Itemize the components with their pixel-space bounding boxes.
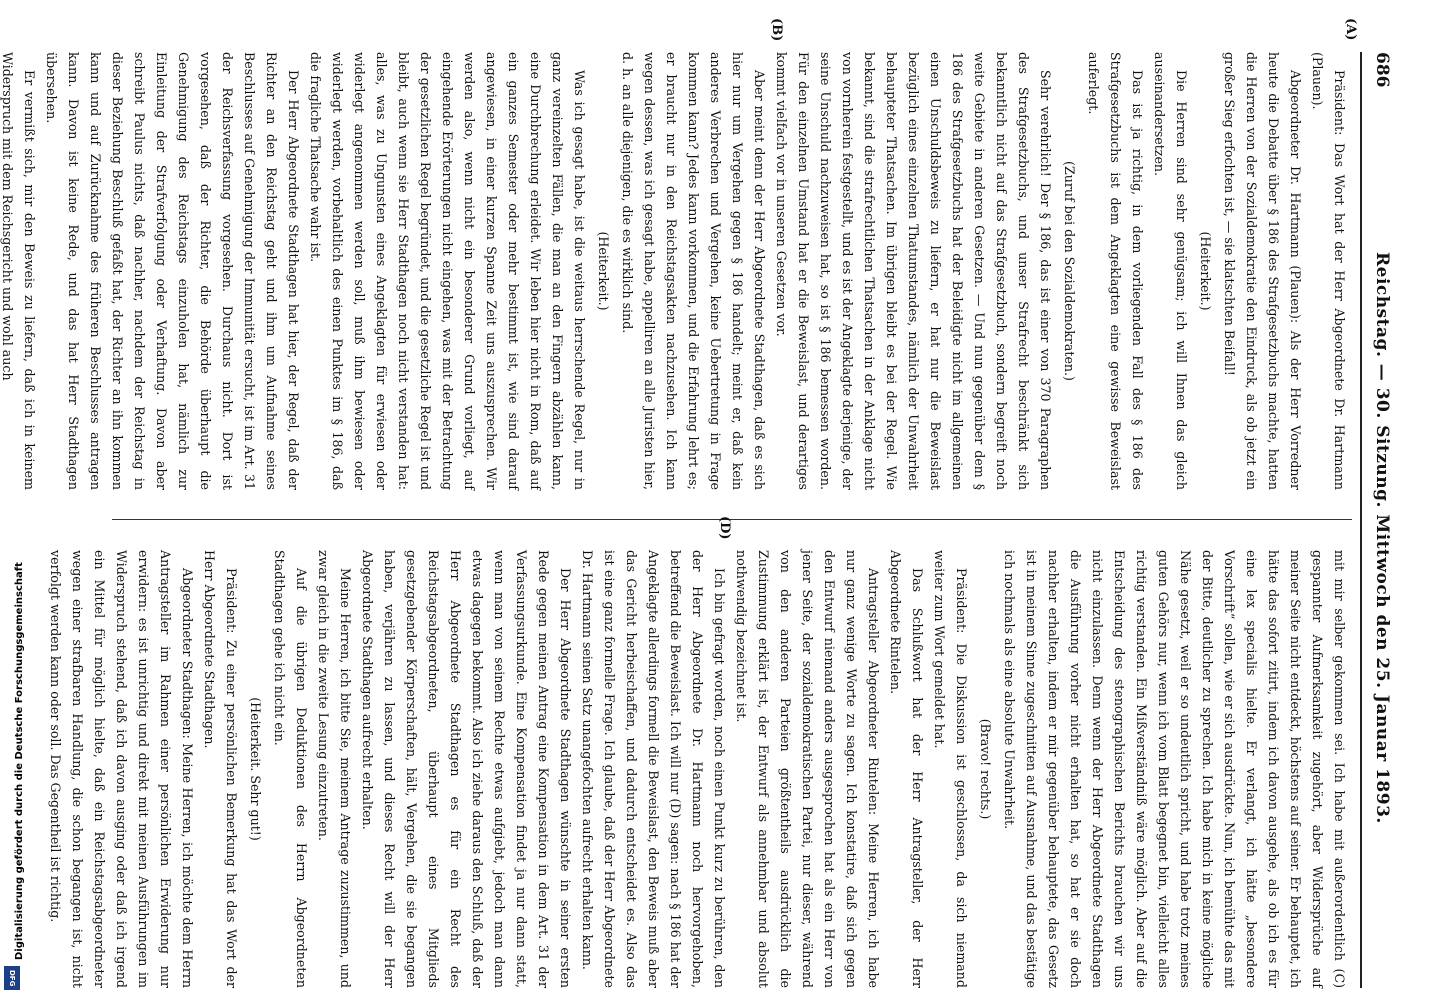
running-head: Reichstag. — 30. Sitzung. Mittwoch den 25. Januar 1893. bbox=[1372, 252, 1392, 824]
stage-direction: (Heiterkeit. Sehr gut!) bbox=[248, 697, 263, 841]
left-column bbox=[0, 18, 1358, 490]
speech-paragraph: Der Herr Abgeordnete Stadthagen wünschte in seiner ersten Rede gegen meinen Antrag eine Kompensation in dem Art. 31 der Verfassungsurkunde. Eine Kompensation findet ja nur dann statt, wenn man von seinem Rechte etwas aufgiebt, jedoch man dann etwas dagegen bekommt. Also ich ziehe daraus den Schluß, daß der Herr Abgeordnete Stadthagen es für ein Recht des Reichstagsabgeordneten, überhaupt eines Mitglieds gesetzgebender Körperschaften, hält, Vergehen, die sie begangen haben, verjähren zu lassen, und dieses Recht will der Herr Abgeordnete Stadthagen aufrecht erhalten. bbox=[360, 550, 573, 988]
margin-mark-a: (A) bbox=[1343, 18, 1358, 41]
stage-direction: (Heiterkeit.) bbox=[1198, 231, 1213, 311]
speech-paragraph: Er vermißt sich, mir den Beweis zu liefern, daß ich in keinem Widerspruch mit dem Reichsgericht und wohl auch bbox=[0, 52, 37, 490]
header-rule bbox=[1360, 52, 1362, 988]
page-header bbox=[1360, 52, 1400, 988]
speech-paragraph: Antragsteller Abgeordneter Rintelen: Meine Herren, ich habe nur ganz wenige Worte zu sagen. Ich konstatire, daß sich gegen den Entwurf niemand anders ausgesprochen hat als ein Herr von jener Seite, der sozialdemokratischen Partei, nur dieser, während von den anderen Parteien größtentheils ausdrücklich die Zustimmung erklärt ist, der Entwurf als annehmbar und absolut nothwendig bezeichnet ist. bbox=[734, 550, 881, 988]
stage-direction: (Zuruf bei den Sozialdemokraten.) bbox=[1062, 161, 1077, 381]
speech-paragraph: Abgeordneter Stadthagen: Meine Herren, ich möchte dem Herrn Antragsteller im Rahmen einer persönlichen Erwiderung nur erwidern: es ist unrichtig und direkt mit meinen Ausführungen im Widerspruch stehend, daß ich davon ausging oder daß ich irgend ein Mittel für möglich hielte, daß ein Reichstagsabgeordneter wegen einer strafbaren Handlung, die schon begangen ist, nicht verfolgt werden kann oder soll. Das Gegentheil ist richtig. bbox=[48, 550, 195, 988]
speech-paragraph: Auf die übrigen Deduktionen des Herrn Abgeordneten Stadthagen gehe ich nicht ein. bbox=[272, 550, 309, 988]
speech-paragraph: Ich bin gefragt worden, noch einen Punkt kurz zu berühren, den der Herr Abgeordnete Dr. Hartmann noch hervorgehoben, betreffend die Beweislast. Ich will nur (D) sagen: nach § 186 hat der Angeklagte allerdings formell die Beweislast, den Beweis muß aber das Gericht herbeischaffen, und dadurch entscheidet es. Also das ist eine ganz formelle Frage. Ich glaube, daß der Herr Abgeordnete Dr. Hartmann seinen Satz unangefochten aufrecht erhalten kann. bbox=[580, 550, 727, 988]
speech-paragraph: mit mir selber gekommen sei. Ich habe mit außerordentlich (C) gespannter Aufmerksamkeit zugehört, aber Widersprüche auf meiner Seite nicht entdeckt, höchstens auf seiner. Er behauptet, ich hätte das sofort zitirt, indem ich davon ausgehe, als ob ich es für eine lex specialis hielte. Er verlangt, ich hätte „besondere Vorschrift“ sollen, wie er sich ausdrückte. Nun, ich bemühte das mit der Bitte, deutlicher zu sprechen. Ich habe mich in keine mögliche Nähe gesetzt, weil er so undeutlich spricht, und habe trotz meines guten Gehörs nur, wenn ich vom Blatt begegnet bin, vielleicht alles richtig verstanden. Ein Mißverständniß wäre möglich. Aber auf die Entscheidung des stenographischen Berichts brauchen wir uns nicht einzulassen. Denn wenn der Herr Abgeordnete Stadthagen die Ausführung vorher nicht erhalten hat, so hat er sie doch nachher erhalten, indem er mir gegenüber behauptete, das Gesetz ist in meinem Sinne zugeschnitten auf Ausnahme, und das bestätige ich nochmals als eine absolute Unwahrheit. bbox=[1002, 550, 1347, 988]
page-number: 686 bbox=[1372, 52, 1392, 88]
right-column bbox=[48, 516, 1350, 988]
speech-paragraph: Sehr verehrlich! Der § 186, das ist einer von 370 Paragraphen des Strafgesetzbuchs, und unser Strafrecht beschränkt sich bekanntlich nicht auf das Strafgesetzbuch, sondern begreift noch weite Gebiete in anderen Gesetzen. — Und nun gegenüber dem § 186 des Strafgesetzbuchs hat der Beleidigte nicht im allgemeinen einen Unschuldsbeweis zu liefern, er hat nur die Beweislast bezüglich eines einzelnen Thatumstandes, nämlich der Unwahrheit behaupteter Thatsachen. Im übrigen bleibt es bei der Regel. Wie bekannt, sind die strafrechtlichen Thatsachen in der Anklage nicht von vornherein festgestellt, und es ist der Angeklagte derjenige, der seine Unschuld nachzuweisen hat, so ist § 186 bemessen worden. Für den einzelnen Umstand hat er die Beweislast, und derartiges kommt vielfach vor in unseren Gesetzen vor. bbox=[774, 52, 1053, 490]
margin-mark-d: (D) bbox=[717, 516, 732, 540]
speech-paragraph: Was ich gesagt habe, ist die weitaus herrschende Regel, nur in ganz vereinzelten Fällen, die man an den Fingern abzählen kann, eine Durchbrechung erleidet. Wir leben hier nicht in Rom, daß auf ein ganzes Semester oder mehr bestimmt ist, wie sind darauf angewiesen, in einer kurzen Spanne Zeit uns auszusprechen. Wir werden also, wenn nicht ein besonderer Grund vorliegt, auf eingehende Erörterungen nicht eingehen, was mit der Betrachtung der gesetzlichen Regel begründet, und die gesetzliche Regel ist und bleibt, auch wenn sie Herr Stadthagen noch nicht verstanden hat: alles, was zu Ungunsten eines Angeklagten für erwiesen oder widerlegt angenommen werden soll, muß ihm bewiesen oder widerlegt werden, vorbehaltlich des einen Punktes im § 186, daß die fragliche Thatsache wahr ist. bbox=[308, 52, 587, 490]
margin-mark-b: (B) bbox=[769, 18, 784, 42]
stage-direction: (Heiterkeit.) bbox=[596, 231, 611, 311]
speech-paragraph: Die Herren sind sehr genügsam; ich will Ihnen das gleich auseinandersetzen. bbox=[1152, 52, 1189, 490]
speech-paragraph: Das ist ja richtig, in dem vorliegenden Fall des § 186 des Strafgesetzbuchs ist dem Angeklagten eine gewisse Beweislast auferlegt. bbox=[1086, 52, 1145, 490]
dfg-logo: DFG bbox=[4, 966, 20, 990]
column-divider bbox=[112, 519, 1352, 520]
speech-paragraph: Meine Herren, ich bitte Sie, meinem Antrage zuzustimmen, und zwar gleich in die zweite Lesung einzutreten. bbox=[316, 550, 353, 988]
speech-paragraph: Aber meint denn der Herr Abgeordnete Stadthagen, daß es sich hier nur um Vergehen gegen § 186 handelt; meint er, daß kein anderes Verbrechen und Vergehen, keine Uebertretung in Frage kommen kann? Jedes kann vorkommen, und die Erfahrung lehrt es; er braucht nur in den Reichstagsakten nachzusehen. Ich kann wegen dessen, was ich gesagt habe, appelliren an alle Juristen hier, d. h. an alle diejenigen, die es wirklich sind. bbox=[620, 52, 767, 490]
speech-paragraph: Das Schlußwort hat der Herr Antragsteller, der Herr Abgeordnete Rintelen. bbox=[888, 550, 925, 988]
stage-direction: (Bravo! rechts.) bbox=[978, 718, 993, 820]
speech-paragraph: Abgeordneter Dr. Hartmann (Plauen): Als der Herr Vorredner heute die Debatte über § 186 des Strafgesetzbuchs machte, hatten die Herren von der Sozialdemokratie den Eindruck, als ob jetzt ein großer Sieg erfochten ist, — sie klatschten Beifall! bbox=[1222, 52, 1303, 490]
speech-paragraph: Präsident: Die Diskussion ist geschlossen, da sich niemand weiter zum Wort gemeldet hat. bbox=[932, 550, 969, 988]
speech-paragraph: Präsident: Zu einer persönlichen Bemerkung hat das Wort der Herr Abgeordnete Stadthagen. bbox=[202, 550, 239, 988]
speech-paragraph: Der Herr Abgeordnete Stadthagen hat hier, der Regel, daß der Richter an den Reichstag geht und ihm um Aufnahme seines Beschlusses auf Genehmigung der Immunität ersucht, ist im Art. 31 der Reichsverfassung vorgesehen. Durchaus nicht. Dort ist vorgesehen, daß der Richter, die Behörde überhaupt die Genehmigung des Reichstags einzuholen hat, nämlich zur Einleitung der Strafverfolgung oder Verhaftung. Davon aber schreibt Paulus nichts, daß nachher, nachdem der Reichstag in dieser Beziehung Beschluß gefaßt hat, der Richter an ihn kommen kann und auf Zurücknahme des früheren Beschlusses antragen kann. Davon ist keine Rede, und das hat Herr Stadthagen übersehen. bbox=[44, 52, 301, 490]
speech-paragraph: Präsident: Das Wort hat der Herr Abgeordnete Dr. Hartmann (Plauen). bbox=[1310, 52, 1347, 490]
funding-notice: Digitalisierung gefördert durch die Deutsche Forschungsgemeinschaft bbox=[14, 562, 25, 960]
